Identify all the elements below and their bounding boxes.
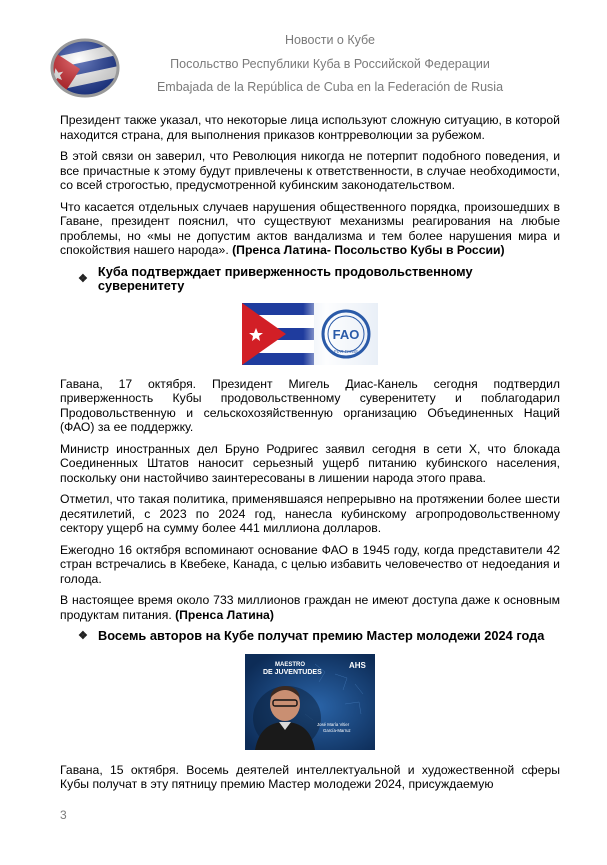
awardee-name-line1: José María Vitier: [317, 721, 350, 727]
paragraph: Гавана, 15 октября. Восемь деятелей интеллектуальной и художественной сферы Кубы получат в эту пятницу премию Мастер молодежи 2024, присуждаемую: [60, 762, 560, 791]
page-header: [0, 0, 607, 100]
maestro-de-juventudes-image: [245, 654, 375, 750]
fao-motto: FIAT PANIS: [334, 348, 358, 354]
page-number: 3: [60, 808, 67, 822]
ahs-logo-text: AHS: [349, 660, 366, 670]
paragraph-text: В настоящее время около 733 миллионов граждан не имеют доступа даже к основным продуктам питания.: [60, 593, 560, 622]
paragraph: [60, 200, 560, 258]
paragraph: Ежегодно 16 октября вспоминают основание ФАО в 1945 году, когда представители 42 стран встречались в Квебеке, Канада, с целью избавить человечество от недоедания и голода.: [60, 542, 560, 586]
heading-text: Куба подтверждает приверженность продовольственному суверенитету: [97, 263, 473, 293]
paragraph: [60, 593, 560, 622]
embassy-name-es: Embajada de la República de Cuba en la Federación de Rusia: [156, 80, 504, 94]
award-title-line1: MAESTRO: [275, 661, 305, 668]
bullet-diamond-icon: ❖: [78, 272, 88, 285]
awardee-name-line2: García-Marruz: [323, 727, 351, 733]
newsletter-title: Новости о Кубе: [285, 33, 375, 47]
article-heading: [78, 629, 560, 644]
source-credit: (Пренса Латина): [175, 607, 274, 622]
source-credit: (Пренса Латина- Посольство Кубы в России): [232, 243, 505, 257]
article-body: [60, 113, 560, 799]
paragraph: Отметил, что такая политика, применявшаяся непрерывно на протяжении более шести десятилетий, с 2023 по 2024 год, нанесла кубинскому агропродовольственному сектору ущерб на сумму более 441 миллиона долларов.: [60, 492, 560, 535]
cuba-fao-flags-image: [242, 303, 378, 365]
heading-text: Восемь авторов на Кубе получат премию Мастер молодежи 2024 года: [98, 628, 545, 643]
article-heading: [78, 265, 560, 294]
paragraph: В этой связи он заверил, что Революция никогда не потерпит подобного поведения, и все причастные к этому будут привлечены к ответственности, в случае необходимости, со всей строгостью, предусмотренной кубинским законодательством.: [60, 149, 560, 192]
paragraph: Гавана, 17 октября. Президент Мигель Диас-Канель сегодня подтвердил приверженность Кубы продовольственному суверенитету и поблагодарил Продовольственную и сельскохозяйственную организацию Объединенных Наций (ФАО) за ее поддержку.: [60, 376, 560, 434]
award-title-line2: DE JUVENTUDES: [263, 668, 322, 676]
bullet-diamond-icon: ❖: [78, 630, 88, 642]
paragraph-text: Что касается отдельных случаев нарушения общественного порядка, произошедших в Гаване, президент пояснил, что существуют механизмы реагирования на любые проблемы, но «мы не допустим актов вандализма и тем более нарушения мира и спокойствия нашего народа».: [60, 199, 560, 257]
embassy-name-ru: Посольство Республики Куба в Российской Федерации: [170, 57, 490, 71]
paragraph: Министр иностранных дел Бруно Родригес заявил сегодня в сети Х, что блокада Соединенных Штатов наносит серьезный ущерб питанию кубинского населения, поскольку они настойчиво заинтересованы в лишении народа этого права.: [60, 441, 560, 485]
paragraph: Президент также указал, что некоторые лица используют сложную ситуацию, в которой находится страна, для выполнения приказов контрреволюции за рубежом.: [60, 113, 560, 142]
fao-logo-text: FAO: [332, 326, 360, 342]
cuba-flag-logo: [50, 38, 120, 98]
